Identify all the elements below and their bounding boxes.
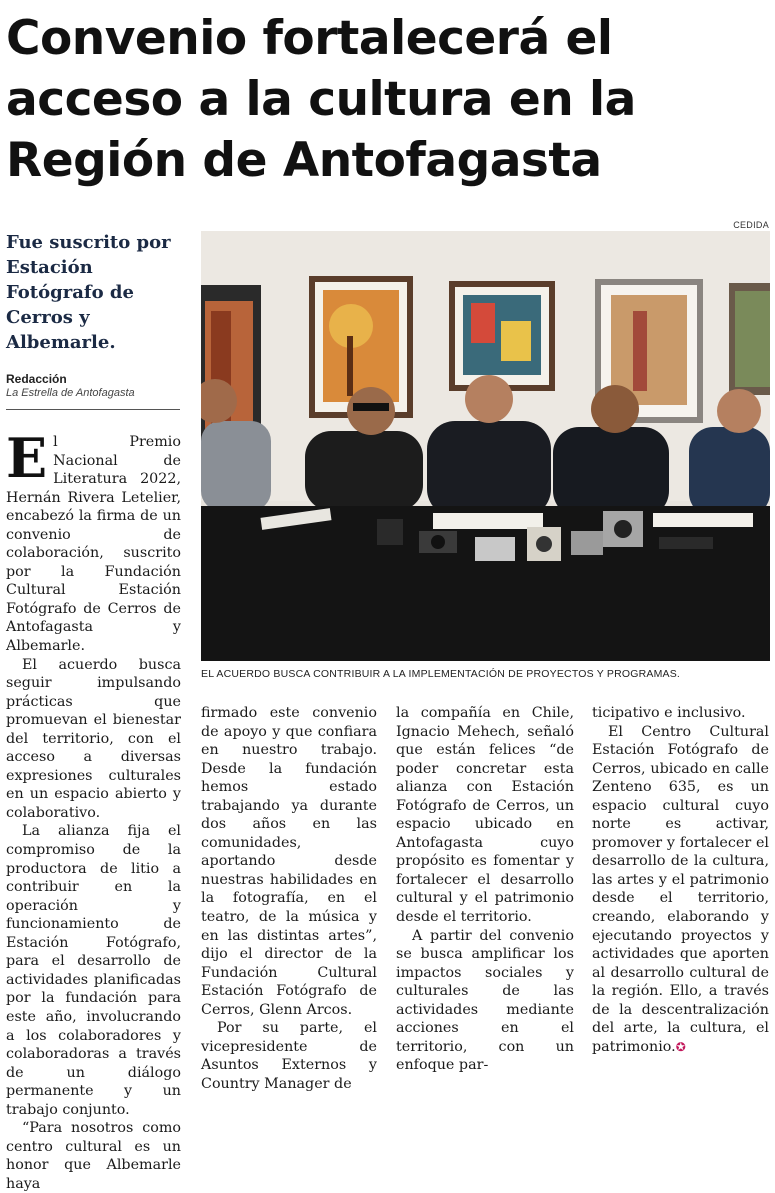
body-paragraph: la compañía en Chile, Ignacio Mehech, señaló que están felices “de poder concretar esta alianza con Estación Fotógrafo de Cerros, un espacio ubicado en Antofagasta cuyo propósito es fomentar y fortalecer el desarrollo cultural y el patrimonio desde el territorio. xyxy=(396,705,574,926)
headline: Convenio fortalecerá el acceso a la cultura en la Región de Antofagasta xyxy=(6,11,636,188)
photo-credit: CEDIDA xyxy=(733,220,769,230)
body-paragraph: firmado este convenio de apoyo y que confiara en nuestro trabajo. Desde la fundación hemos estado trabajando ya durante dos años en las comunidades, aportando desde nuestras habilidades en la fotografía, en el teatro, de la música y en las distintas artes”, dijo el director de la Fundación Cultural Estación Fotógrafo de Cerros, Glenn Arcos. xyxy=(201,705,377,1018)
body-column-4 xyxy=(592,704,769,1056)
photo-caption: EL ACUERDO BUSCA CONTRIBUIR A LA IMPLEMENTACIÓN DE PROYECTOS Y PROGRAMAS. xyxy=(201,668,681,680)
body-paragraph: Por su parte, el vicepresidente de Asuntos Externos y Country Manager de xyxy=(201,1020,377,1092)
summary-deck: Fue suscrito por Estación Fotógrafo de Cerros y Albemarle. xyxy=(6,232,171,353)
body-column-2 xyxy=(201,704,377,1093)
body-paragraph: “Para nosotros como centro cultural es un honor que Albemarle haya xyxy=(6,1120,181,1192)
drop-cap: E xyxy=(6,426,48,490)
table xyxy=(201,506,770,661)
body-paragraph: ticipativo e inclusivo. xyxy=(592,705,746,721)
body-paragraph: El Centro Cultural Estación Fotógrafo de Cerros, ubicado en calle Zenteno 635, es un espacio cultural cuyo norte es activar, promover y fortalecer el desarrollo de la cultura, las artes y el patrimonio desde el territorio, creando, elaborando y ejecutando proyectos y actividades que aporten al desarrollo cultural de la región. Ello, a través de la descentralización del arte, la cultura, el patrimonio.✪ xyxy=(592,723,769,1055)
body-paragraph: El Premio Nacional de Literatura 2022, Hernán Rivera Letelier, encabezó la firma de un convenio de colaboración, suscrito por la Fundación Cultural Estación Fotógrafo de Cerros de Antofagasta y Albemarle. xyxy=(6,426,181,655)
body-paragraph: La alianza fija el compromiso de la productora de litio a contribuir en la operación y funcionamiento de Estación Fotógrafo, para el desarrollo de actividades planificadas por la fundación para este año, involucrando a los colaboradores y colaboradoras a través de un diálogo permanente y un trabajo conjunto. xyxy=(6,823,181,1118)
byline-author: Redacción xyxy=(6,372,67,386)
body-column-3 xyxy=(396,704,574,1075)
byline-publication: La Estrella de Antofagasta xyxy=(6,387,135,399)
framed-painting xyxy=(449,281,555,391)
byline-divider xyxy=(6,409,180,410)
body-column-1 xyxy=(6,426,181,1193)
photo-illustration xyxy=(201,231,770,661)
body-paragraph: A partir del convenio se busca amplificar los impactos sociales y culturales de las actividades mediante acciones en el territorio, con un enfoque par- xyxy=(396,927,574,1074)
framed-painting xyxy=(729,283,770,395)
article-photo xyxy=(201,231,770,661)
body-paragraph: El acuerdo busca seguir impulsando prácticas que promuevan el bienestar del territorio, con el acceso a diversas expresiones culturales en un espacio abierto y colaborativo. xyxy=(6,656,181,821)
end-mark-icon: ✪ xyxy=(675,1039,686,1054)
